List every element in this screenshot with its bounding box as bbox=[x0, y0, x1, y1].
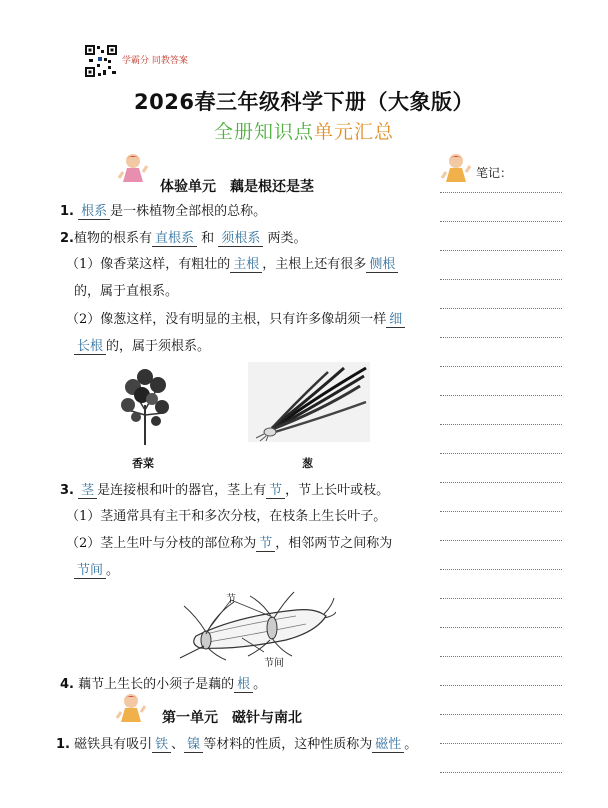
question-text: 藕节上生长的小须子是藕的 bbox=[78, 677, 235, 692]
unit-heading bbox=[160, 176, 314, 196]
note-line bbox=[440, 192, 562, 193]
note-line bbox=[440, 714, 562, 715]
notes-label: 笔记： bbox=[476, 166, 513, 180]
question-text: 、 bbox=[171, 737, 185, 752]
girl-mascot-icon bbox=[117, 152, 149, 186]
question-text: 和 bbox=[201, 231, 215, 246]
note-line bbox=[440, 540, 562, 541]
note-line bbox=[440, 482, 562, 483]
unit1-question-1 bbox=[56, 736, 417, 754]
note-line bbox=[440, 279, 562, 280]
question-number: 2. bbox=[60, 231, 74, 246]
diagram-label-internode: 节间 bbox=[264, 658, 284, 669]
note-line bbox=[440, 598, 562, 599]
question-number: 1. bbox=[56, 737, 70, 752]
answer-blank: 磁性 bbox=[372, 737, 404, 753]
question-text: （1）像香菜这样，有粗壮的 bbox=[66, 257, 231, 272]
page-title: 2026春三年级科学下册（大象版） bbox=[134, 90, 474, 114]
note-line bbox=[440, 656, 562, 657]
note-line bbox=[440, 569, 562, 570]
question-2-sub-2 bbox=[66, 311, 405, 329]
lotus-root-diagram bbox=[176, 586, 336, 662]
answer-blank: 节 bbox=[266, 483, 285, 499]
answer-blank: 根系 bbox=[78, 204, 110, 220]
question-3-sub-1: （1）茎通常具有主干和多次分枝，在枝条上生长叶子。 bbox=[66, 509, 387, 524]
question-text: （2）像葱这样，没有明显的主根，只有许多像胡须一样 bbox=[66, 312, 387, 327]
caption-coriander: 香菜 bbox=[132, 457, 154, 470]
question-2-sub-2-cont bbox=[74, 338, 210, 356]
answer-blank: 茎 bbox=[78, 483, 97, 499]
question-text: 磁铁具有吸引 bbox=[74, 737, 153, 752]
subtitle-part-a: 全册知识点 bbox=[213, 121, 314, 143]
unit-heading-part: 体验单元 bbox=[160, 179, 216, 195]
girl-mascot-icon bbox=[440, 152, 472, 186]
question-2-sub-1-cont: 的，属于直根系。 bbox=[74, 284, 179, 299]
question-text: 。 bbox=[106, 563, 120, 578]
question-3-sub-2-cont bbox=[74, 562, 119, 580]
answer-blank: 节 bbox=[256, 536, 275, 552]
unit-heading-part: 藕是根还是茎 bbox=[230, 179, 314, 195]
note-line bbox=[440, 627, 562, 628]
question-text: ，主根上还有很多 bbox=[262, 257, 367, 272]
answer-blank: 细 bbox=[386, 312, 405, 328]
note-line bbox=[440, 395, 562, 396]
answer-blank: 镍 bbox=[184, 737, 203, 753]
scallion-illustration bbox=[248, 362, 370, 442]
answer-blank: 侧根 bbox=[366, 257, 398, 273]
answer-blank: 根 bbox=[234, 677, 253, 693]
question-text: 的，属于须根系。 bbox=[106, 339, 211, 354]
note-line bbox=[440, 250, 562, 251]
question-text: ，相邻两节之间称为 bbox=[275, 536, 393, 551]
question-number: 4. bbox=[60, 677, 74, 692]
coriander-illustration bbox=[118, 365, 172, 447]
note-line bbox=[440, 772, 562, 773]
question-text: （2）茎上生叶与分枝的部位称为 bbox=[66, 536, 257, 551]
note-line bbox=[440, 743, 562, 744]
question-text: 。 bbox=[404, 737, 418, 752]
question-text: 等材料的性质，这种性质称为 bbox=[203, 737, 373, 752]
question-2 bbox=[60, 230, 306, 248]
question-1 bbox=[60, 203, 266, 221]
diagram-label-node: 节 bbox=[226, 594, 236, 605]
caption-scallion: 葱 bbox=[302, 457, 313, 470]
note-line bbox=[440, 366, 562, 367]
question-2-sub-1 bbox=[66, 256, 398, 274]
question-text: 两类。 bbox=[267, 231, 307, 246]
question-number: 1. bbox=[60, 204, 74, 219]
unit-heading bbox=[162, 707, 302, 727]
qr-code-icon bbox=[84, 44, 118, 78]
unit-heading-part: 磁针与南北 bbox=[232, 710, 302, 726]
subtitle-part-b: 单元汇总 bbox=[314, 121, 395, 143]
question-text: 是一株植物全部根的总称。 bbox=[110, 204, 267, 219]
brand-text: 学霸分 同教答案 bbox=[122, 56, 188, 66]
question-text: 植物的根系有 bbox=[73, 231, 152, 246]
answer-blank: 主根 bbox=[230, 257, 262, 273]
question-number: 3. bbox=[60, 483, 74, 498]
note-line bbox=[440, 337, 562, 338]
note-line bbox=[440, 511, 562, 512]
note-line bbox=[440, 685, 562, 686]
unit-heading-part: 第一单元 bbox=[162, 710, 218, 726]
answer-blank: 直根系 bbox=[152, 231, 197, 247]
answer-blank: 节间 bbox=[74, 563, 106, 579]
question-4 bbox=[60, 676, 266, 694]
question-text: 是连接根和叶的器官，茎上有 bbox=[97, 483, 267, 498]
note-line bbox=[440, 221, 562, 222]
answer-blank: 长根 bbox=[74, 339, 106, 355]
note-line bbox=[440, 424, 562, 425]
note-line bbox=[440, 308, 562, 309]
question-text: ，节上长叶或枝。 bbox=[285, 483, 390, 498]
answer-blank: 铁 bbox=[152, 737, 171, 753]
page-subtitle bbox=[0, 117, 608, 144]
answer-blank: 须根系 bbox=[218, 231, 263, 247]
girl-mascot-icon bbox=[115, 692, 147, 726]
question-3-sub-2 bbox=[66, 535, 392, 553]
note-line bbox=[440, 453, 562, 454]
question-3 bbox=[60, 482, 389, 500]
question-text: 。 bbox=[253, 677, 267, 692]
